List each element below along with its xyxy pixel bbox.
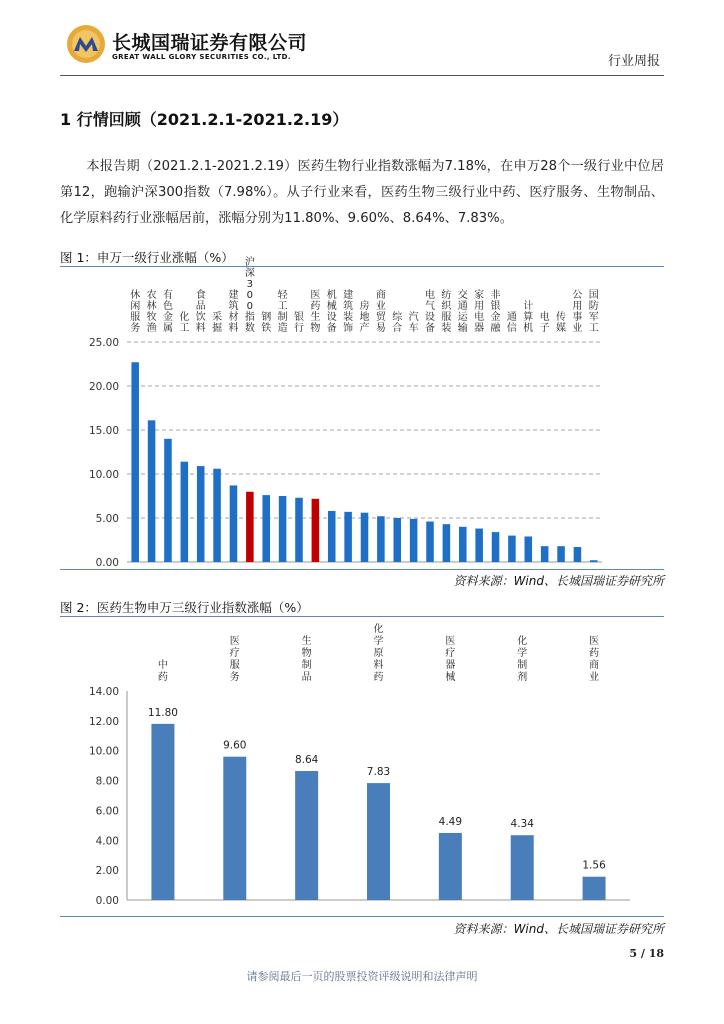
bar-家用电器 (475, 529, 483, 562)
category-label: 有色金属 (162, 290, 173, 334)
category-label: 医疗器械 (445, 636, 456, 683)
category-label: 沪深 3 0 0 指数 (244, 257, 255, 334)
category-label: 采掘 (212, 312, 223, 334)
bar-建筑装饰 (344, 512, 352, 562)
category-label: 化学原料药 (373, 624, 384, 683)
bar-休闲服务 (131, 362, 139, 562)
bar-采掘 (213, 469, 221, 562)
bar-医疗服务 (223, 757, 246, 900)
summary-paragraph: 本报告期（2021.2.1-2021.2.19）医药生物行业指数涨幅为7.18%，在申万28个一级行业中位居第12，跑输沪深300指数（7.98%）。从子行业来看，医药生物三级行业中药、医疗服务、生物制品、化学原料药行业涨幅居前，涨幅分别为11.80%、9.60%、8.64%、7.83%。 (60, 159, 664, 226)
bar-国防军工 (590, 560, 598, 562)
category-label: 机械设备 (326, 290, 337, 334)
bar-沪深300指数 (246, 492, 254, 562)
bar-公用事业 (574, 547, 582, 562)
y-tick-label: 4.00 (95, 835, 119, 848)
header-divider (60, 75, 664, 76)
figure2-source: 资料来源：Wind、长城国瑞证券研究所 (453, 922, 664, 936)
bar-建筑材料 (230, 485, 238, 562)
figure1-bottom-rule (60, 569, 664, 570)
category-label: 休闲服务 (130, 290, 141, 334)
category-label: 银行 (293, 312, 304, 334)
figure1-source: 资料来源：Wind、长城国瑞证券研究所 (453, 574, 664, 588)
y-tick-label: 12.00 (88, 715, 119, 728)
figure1-rule (60, 266, 664, 267)
data-label: 9.60 (223, 739, 247, 752)
category-label: 电气设备 (425, 290, 436, 334)
bar-非银金融 (492, 532, 500, 562)
bar-纺织服装 (443, 524, 451, 562)
category-label: 公用事业 (572, 290, 583, 334)
bar-计算机 (525, 536, 533, 562)
y-tick-label: 25.00 (88, 337, 119, 349)
bar-电子 (541, 546, 549, 562)
category-label: 房地产 (359, 301, 370, 334)
bar-交通运输 (459, 527, 467, 562)
bar-化学原料药 (367, 783, 390, 900)
bar-商业贸易 (377, 516, 385, 562)
category-label: 交通运输 (457, 290, 468, 334)
bar-医药商业 (583, 877, 606, 900)
footer-disclaimer: 请参阅最后一页的股票投资评级说明和法律声明 (246, 970, 478, 983)
page-header (60, 18, 664, 74)
category-label: 农林牧渔 (146, 290, 157, 334)
y-tick-label: 8.00 (95, 775, 119, 788)
data-label: 4.34 (510, 818, 534, 831)
data-label: 4.49 (438, 815, 463, 828)
bar-有色金属 (164, 439, 172, 562)
y-tick-label: 10.00 (88, 745, 119, 758)
page-number: 5 / 18 (629, 947, 664, 960)
y-tick-label: 10.00 (88, 469, 119, 481)
bar-中药 (151, 724, 174, 900)
category-label: 商业贸易 (375, 290, 386, 334)
figure2-title: 图 2：医药生物申万三级行业指数涨幅（%） (60, 600, 309, 615)
bar-汽车 (410, 519, 418, 562)
bar-生物制品 (295, 771, 318, 900)
report-type: 行业周报 (607, 54, 660, 69)
y-tick-label: 2.00 (95, 865, 119, 878)
category-label: 建筑材料 (228, 290, 239, 334)
bar-综合 (393, 518, 401, 562)
category-label: 国防军工 (588, 290, 599, 334)
category-label: 生物制品 (301, 636, 312, 683)
bar-医疗器械 (439, 833, 462, 900)
category-label: 综合 (392, 312, 403, 334)
bar-房地产 (361, 513, 369, 562)
category-label: 化学制剂 (517, 636, 528, 683)
figure2-rule (60, 616, 664, 617)
category-label: 建筑装饰 (343, 290, 354, 334)
y-tick-label: 0.00 (95, 557, 119, 569)
category-label: 中药 (157, 660, 168, 683)
category-label: 轻工制造 (277, 290, 288, 334)
category-label: 电子 (539, 312, 550, 334)
y-tick-label: 5.00 (95, 513, 119, 525)
category-label: 通信 (506, 312, 517, 334)
y-tick-label: 20.00 (88, 381, 119, 393)
company-name-en: GREAT WALL GLORY SECURITIES CO., LTD. (112, 53, 291, 61)
category-label: 钢铁 (261, 312, 272, 334)
y-tick-label: 14.00 (88, 686, 119, 698)
company-logo-icon (66, 24, 106, 64)
bar-机械设备 (328, 511, 336, 562)
category-label: 传媒 (556, 312, 567, 334)
bar-钢铁 (262, 495, 270, 562)
y-tick-label: 15.00 (88, 425, 119, 437)
y-tick-label: 6.00 (95, 805, 119, 818)
company-name-cn: 长城国瑞证券有限公司 (112, 32, 308, 54)
data-label: 7.83 (366, 766, 391, 779)
bar-化学制剂 (511, 835, 534, 900)
data-label: 11.80 (147, 706, 178, 719)
category-label: 医疗服务 (229, 636, 240, 683)
bar-电气设备 (426, 522, 434, 562)
bar-轻工制造 (279, 496, 287, 562)
figure2-bottom-rule (60, 916, 664, 917)
category-label: 非银金融 (490, 290, 501, 334)
bar-银行 (295, 498, 303, 562)
bar-农林牧渔 (148, 420, 156, 562)
category-label: 汽车 (408, 312, 419, 334)
bar-通信 (508, 536, 516, 562)
bar-传媒 (557, 546, 565, 562)
category-label: 医药商业 (589, 636, 600, 683)
data-label: 1.56 (582, 859, 606, 872)
figure2-chart (60, 618, 664, 915)
bar-医药生物 (312, 499, 320, 562)
category-label: 计算机 (523, 301, 534, 334)
category-label: 医药生物 (310, 290, 321, 334)
data-label: 8.64 (294, 754, 319, 767)
category-label: 家用电器 (474, 290, 485, 334)
category-label: 纺织服装 (441, 290, 452, 334)
section-title: 1 行情回顾（2021.2.1-2021.2.19） (60, 110, 349, 129)
bar-食品饮料 (197, 466, 205, 562)
category-label: 化工 (179, 312, 190, 334)
y-tick-label: 0.00 (95, 895, 119, 907)
figure1-title: 图 1：申万一级行业涨幅（%） (60, 250, 234, 265)
bar-化工 (181, 462, 189, 562)
category-label: 食品饮料 (195, 290, 206, 334)
